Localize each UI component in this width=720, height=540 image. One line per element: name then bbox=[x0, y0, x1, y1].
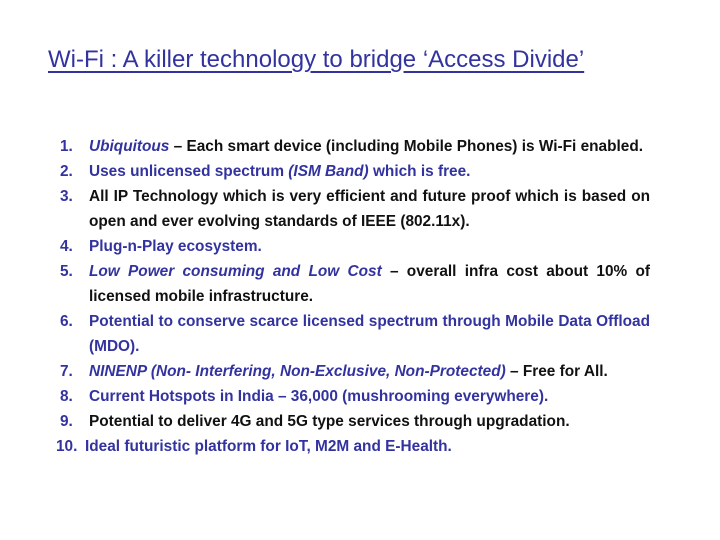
list-item bbox=[60, 359, 650, 384]
list-item-text bbox=[89, 134, 650, 159]
list-item-text-part: Ideal futuristic platform for IoT, M2M and E-Health. bbox=[85, 438, 452, 455]
list-item-text-part: (ISM Band) bbox=[288, 163, 369, 180]
list-item-text-part: Plug-n-Play ecosystem. bbox=[89, 238, 262, 255]
list-item-text-part: NINENP (Non- Interfering, Non-Exclusive, Non-Protected) bbox=[89, 363, 506, 380]
list-item-text bbox=[89, 359, 650, 384]
list-item-number: 5. bbox=[60, 263, 73, 280]
list-item-number: 8. bbox=[60, 388, 73, 405]
list-item-text-part: – overall infra cost about 10% of licensed mobile infrastructure. bbox=[89, 263, 650, 305]
list-item-number: 7. bbox=[60, 363, 73, 380]
list-item-number: 3. bbox=[60, 188, 73, 205]
list-item bbox=[60, 234, 650, 259]
list-item-text-part: Potential to conserve scarce licensed spectrum through Mobile Data Offload (MDO). bbox=[89, 313, 650, 355]
list-item-text-part: All IP Technology which is very efficient and future proof which is based on open and ever evolving standards of IEEE (802.11x). bbox=[89, 188, 650, 230]
list-item bbox=[60, 384, 650, 409]
list-item bbox=[60, 309, 650, 359]
list-item-text bbox=[89, 184, 650, 234]
bullet-list bbox=[56, 134, 650, 459]
list-item-text-part: Ubiquitous bbox=[89, 138, 170, 155]
list-item-text bbox=[85, 434, 650, 459]
list-item bbox=[56, 434, 650, 459]
list-item-text-part: Current Hotspots in India – 36,000 (mushrooming everywhere). bbox=[89, 388, 549, 405]
list-item-number: 6. bbox=[60, 313, 73, 330]
list-item-text bbox=[89, 409, 650, 434]
list-item-number: 10. bbox=[56, 438, 78, 455]
list-item bbox=[60, 134, 650, 159]
list-item-text-part: Uses unlicensed spectrum bbox=[89, 163, 289, 180]
list-item bbox=[60, 184, 650, 234]
list-item-text bbox=[89, 159, 650, 184]
list-item-number: 2. bbox=[60, 163, 73, 180]
slide-title: Wi-Fi : A killer technology to bridge ‘Access Divide’ bbox=[48, 46, 585, 73]
list-item-text-part: – Each smart device (including Mobile Phones) is Wi-Fi enabled. bbox=[169, 138, 644, 155]
list-item-text-part: – Free for All. bbox=[505, 363, 608, 380]
list-item bbox=[60, 409, 650, 434]
list-item-text bbox=[89, 234, 650, 259]
list-item-number: 9. bbox=[60, 413, 73, 430]
list-item-text bbox=[89, 259, 650, 309]
list-item-number: 4. bbox=[60, 238, 73, 255]
list-item-text-part: which is free. bbox=[368, 163, 471, 180]
list-item-text-part: Potential to deliver 4G and 5G type services through upgradation. bbox=[89, 413, 570, 430]
list-item bbox=[60, 159, 650, 184]
list-item-text-part: Low Power consuming and Low Cost bbox=[89, 263, 382, 280]
list-item-text bbox=[89, 384, 650, 409]
list-item-text bbox=[89, 309, 650, 359]
list-item-number: 1. bbox=[60, 138, 73, 155]
list-item bbox=[60, 259, 650, 309]
